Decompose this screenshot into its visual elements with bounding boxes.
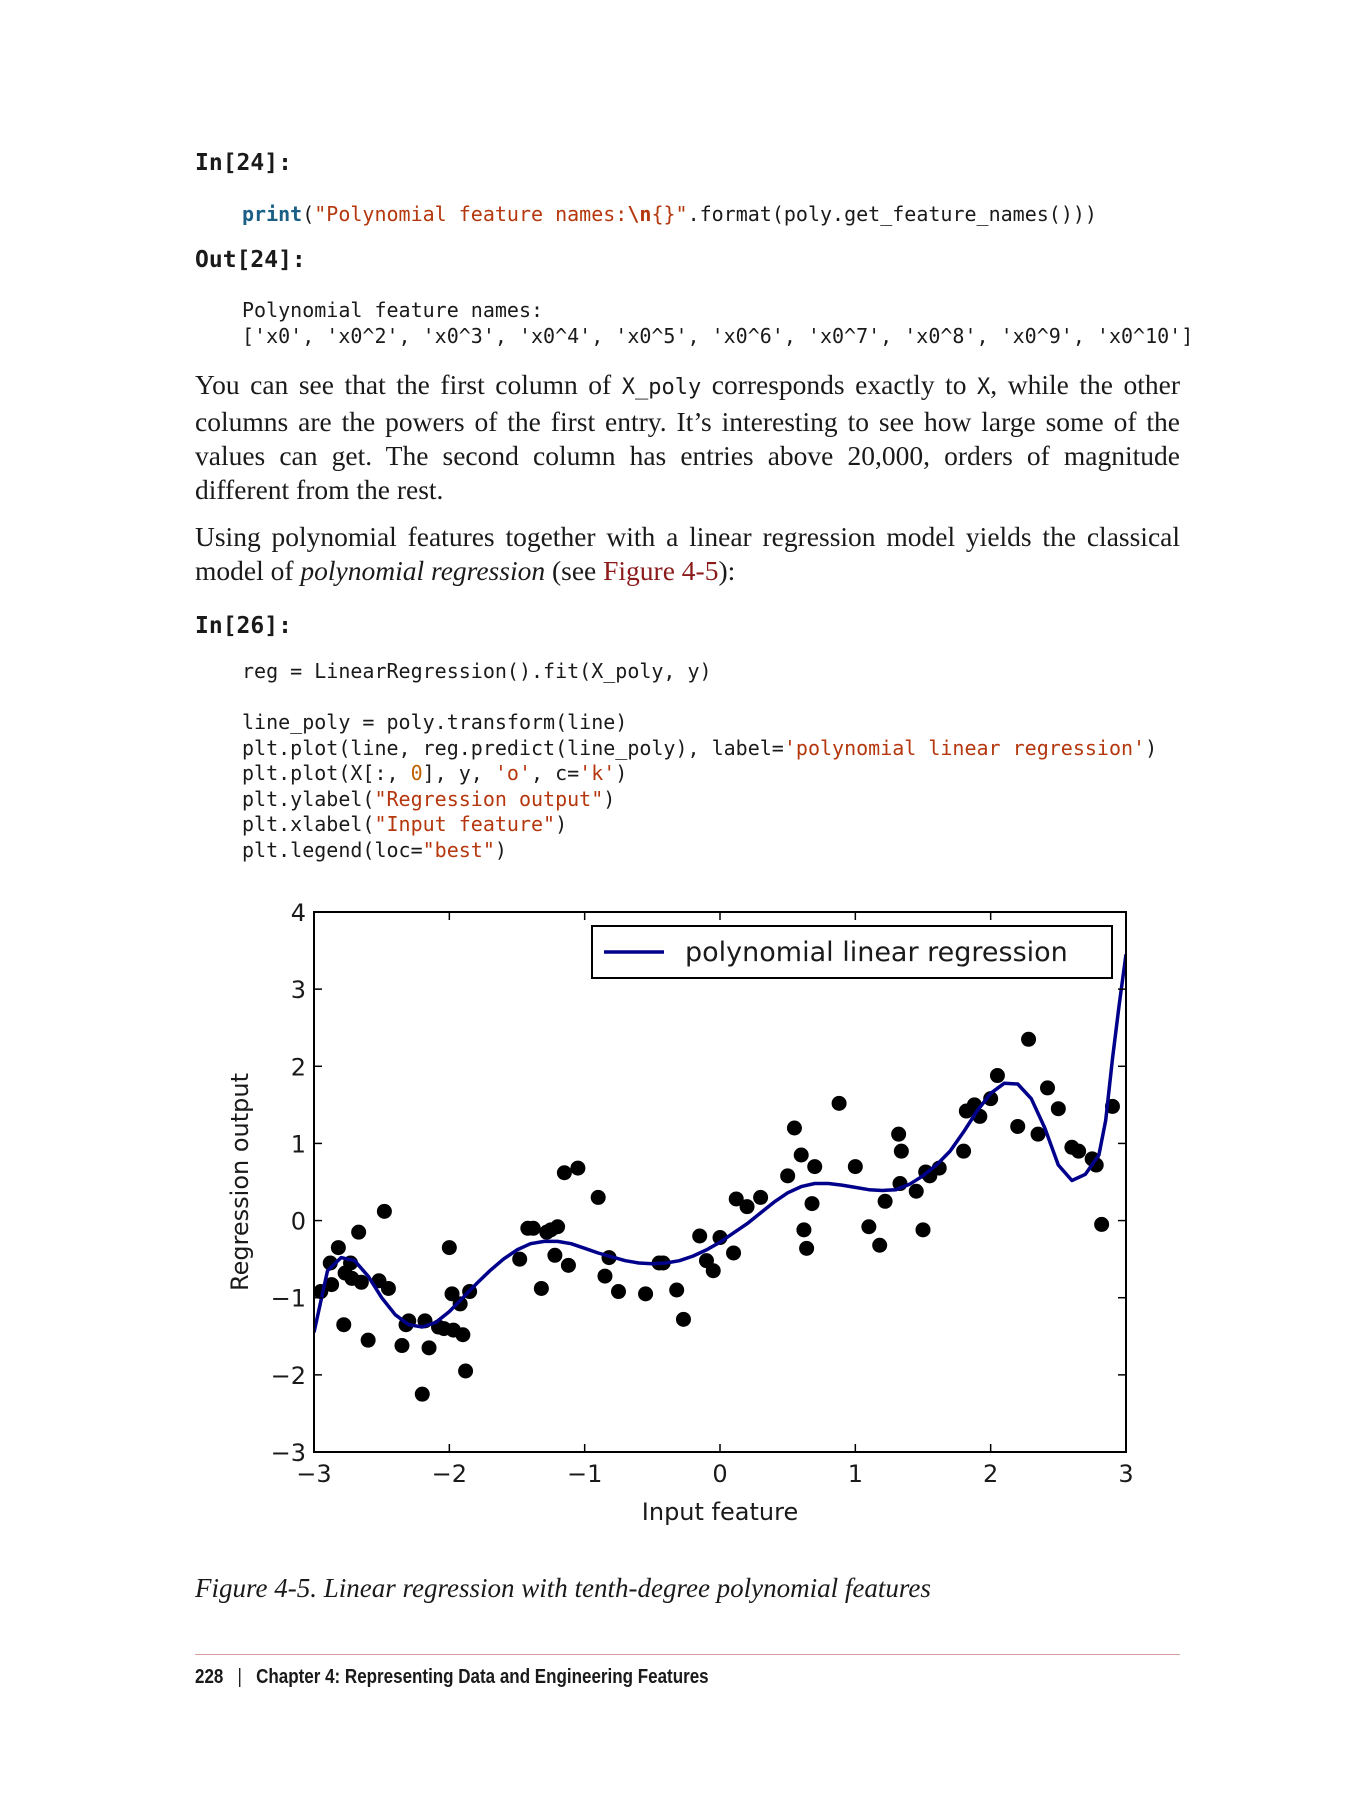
- data-point: [351, 1225, 366, 1240]
- data-point: [740, 1199, 755, 1214]
- figure-link[interactable]: Figure 4-5: [603, 555, 719, 586]
- data-point: [832, 1096, 847, 1111]
- data-point: [331, 1240, 346, 1255]
- code-token: plt.plot(line, reg.predict(line_poly), label=: [242, 735, 784, 760]
- text-run: corresponds exactly to: [701, 369, 978, 400]
- code-token: (: [302, 202, 315, 226]
- data-point: [458, 1364, 473, 1379]
- code-token: ], y,: [422, 761, 495, 785]
- y-tick-label: 1: [290, 1130, 306, 1159]
- data-point: [1021, 1032, 1036, 1047]
- output-cell-out24: [242, 298, 1193, 349]
- cell-prompt-in24: In[24]:: [195, 150, 292, 176]
- page-footer: [195, 1666, 709, 1689]
- x-tick-label: −1: [566, 1460, 603, 1488]
- data-point: [534, 1281, 549, 1296]
- data-point: [377, 1204, 392, 1219]
- data-point: [1040, 1080, 1055, 1095]
- data-point: [669, 1283, 684, 1298]
- code-line: reg = LinearRegression().fit(X_poly, y): [242, 659, 712, 683]
- code-token: .format(poly.get_feature_names())): [687, 202, 1097, 226]
- text-run: You can see that the first column of: [195, 369, 622, 400]
- code-token: ): [555, 812, 568, 836]
- code-token: \n: [627, 202, 652, 226]
- x-tick-label: 3: [1118, 1460, 1134, 1488]
- code-token: {}": [651, 202, 688, 226]
- y-tick-label: 2: [290, 1053, 306, 1082]
- body-paragraph-1: [195, 368, 1180, 507]
- body-paragraph-2: [195, 520, 1180, 588]
- code-token: "best": [422, 837, 495, 862]
- data-point: [805, 1196, 820, 1211]
- inline-code: X_poly: [621, 375, 702, 400]
- data-point: [561, 1258, 576, 1273]
- data-point: [591, 1190, 606, 1205]
- data-point: [1010, 1119, 1025, 1134]
- data-point: [381, 1281, 396, 1296]
- legend-label: polynomial linear regression: [685, 937, 1068, 968]
- data-point: [848, 1159, 863, 1174]
- data-point: [794, 1148, 809, 1163]
- y-tick-label: 4: [290, 899, 306, 927]
- code-cell-in26: [242, 659, 1157, 863]
- footer-separator: |: [237, 1666, 242, 1688]
- data-point: [706, 1263, 721, 1278]
- data-point: [1071, 1144, 1086, 1159]
- data-point: [753, 1190, 768, 1205]
- data-point: [676, 1312, 691, 1327]
- data-point: [512, 1252, 527, 1267]
- code-token: ): [1145, 735, 1158, 760]
- code-token: ): [603, 786, 616, 811]
- data-point: [909, 1184, 924, 1199]
- x-axis-label: Input feature: [641, 1498, 799, 1526]
- cell-prompt-out24: Out[24]:: [195, 247, 306, 273]
- y-tick-label: 0: [290, 1207, 306, 1236]
- output-line: ['x0', 'x0^2', 'x0^3', 'x0^4', 'x0^5', 'x0^6', 'x0^7', 'x0^8', 'x0^9', 'x0^10']: [242, 323, 1194, 348]
- code-token: 0: [410, 761, 423, 785]
- data-point: [638, 1286, 653, 1301]
- data-point: [956, 1144, 971, 1159]
- code-token: "Input feature": [374, 812, 556, 836]
- data-point: [990, 1068, 1005, 1083]
- code-token: plt.xlabel(: [242, 812, 375, 836]
- code-token: plt.legend(loc=: [242, 837, 423, 862]
- text-run: , while the other columns are the powers of the first entry. It’s interesting to see how large some of the values can get. The second column has entries above 20,000, orders of magnitude different from the rest.: [195, 369, 1180, 505]
- x-tick-label: 2: [983, 1460, 999, 1488]
- data-point: [692, 1229, 707, 1244]
- code-line: [242, 838, 507, 862]
- data-point: [916, 1222, 931, 1237]
- x-tick-label: −2: [431, 1460, 468, 1488]
- data-point: [557, 1165, 572, 1180]
- x-tick-label: −3: [296, 1460, 332, 1488]
- footer-rule: [195, 1654, 1180, 1655]
- data-point: [611, 1284, 626, 1299]
- data-point: [455, 1327, 470, 1342]
- code-line: [242, 812, 567, 836]
- data-point: [780, 1168, 795, 1183]
- data-point: [807, 1159, 822, 1174]
- code-line: [242, 761, 627, 785]
- page-number: 228: [195, 1666, 224, 1688]
- data-point: [394, 1338, 409, 1353]
- emphasis: polynomial regression: [300, 555, 546, 586]
- data-point: [415, 1387, 430, 1402]
- data-point: [570, 1161, 585, 1176]
- data-point: [872, 1238, 887, 1253]
- x-tick-label: 0: [712, 1460, 728, 1488]
- data-point: [787, 1121, 802, 1136]
- code-token: "Regression output": [374, 786, 604, 811]
- code-token: plt.ylabel(: [242, 786, 375, 811]
- code-token: ): [615, 761, 628, 785]
- data-point: [336, 1317, 351, 1332]
- data-point: [442, 1240, 457, 1255]
- data-point: [547, 1248, 562, 1263]
- data-point: [361, 1333, 376, 1348]
- code-line: [242, 736, 1157, 760]
- regression-chart: [200, 880, 1160, 1550]
- code-token: 'o': [494, 761, 531, 785]
- data-point: [550, 1219, 565, 1234]
- code-token: ): [494, 837, 507, 862]
- inline-code: X: [977, 375, 991, 400]
- y-tick-label: −1: [270, 1284, 306, 1313]
- data-point: [861, 1219, 876, 1234]
- data-point: [878, 1194, 893, 1209]
- data-point: [422, 1340, 437, 1355]
- code-token: , c=: [531, 761, 580, 785]
- y-tick-label: −2: [270, 1361, 306, 1390]
- data-point: [796, 1222, 811, 1237]
- chart-legend: [592, 926, 1112, 978]
- y-tick-label: 3: [290, 976, 306, 1005]
- data-point: [894, 1144, 909, 1159]
- code-token: 'polynomial linear regression': [783, 735, 1146, 760]
- code-cell-in24: [242, 202, 1097, 228]
- data-point: [799, 1241, 814, 1256]
- text-run: ):: [718, 555, 736, 586]
- data-point: [526, 1221, 541, 1236]
- y-axis-label: Regression output: [226, 1072, 254, 1292]
- regression-line: [314, 954, 1126, 1332]
- output-line: Polynomial feature names:: [242, 298, 544, 322]
- text-run: Using polynomial features together with a linear regression model yields the classical model of: [195, 521, 1180, 586]
- code-token: print: [242, 202, 303, 226]
- x-tick-label: 1: [847, 1460, 863, 1488]
- text-run: (see: [545, 555, 604, 586]
- y-tick-label: −3: [270, 1439, 306, 1467]
- data-point: [726, 1245, 741, 1260]
- plot-area: [313, 954, 1126, 1401]
- figure-caption: Figure 4-5. Linear regression with tenth-degree polynomial features: [195, 1573, 931, 1603]
- code-line: [242, 787, 615, 811]
- data-point: [1051, 1101, 1066, 1116]
- code-token: plt.plot(X[:,: [242, 761, 411, 785]
- cell-prompt-in26: In[26]:: [195, 613, 292, 639]
- chapter-title: Chapter 4: Representing Data and Engineering Features: [256, 1666, 709, 1688]
- code-token: 'k': [579, 761, 616, 785]
- axes: [271, 899, 1134, 1488]
- plot-frame: [314, 912, 1126, 1452]
- data-point: [891, 1127, 906, 1142]
- data-point: [1094, 1217, 1109, 1232]
- code-line: line_poly = poly.transform(line): [242, 710, 628, 734]
- code-token: "Polynomial feature names:: [314, 202, 628, 226]
- data-point: [597, 1269, 612, 1284]
